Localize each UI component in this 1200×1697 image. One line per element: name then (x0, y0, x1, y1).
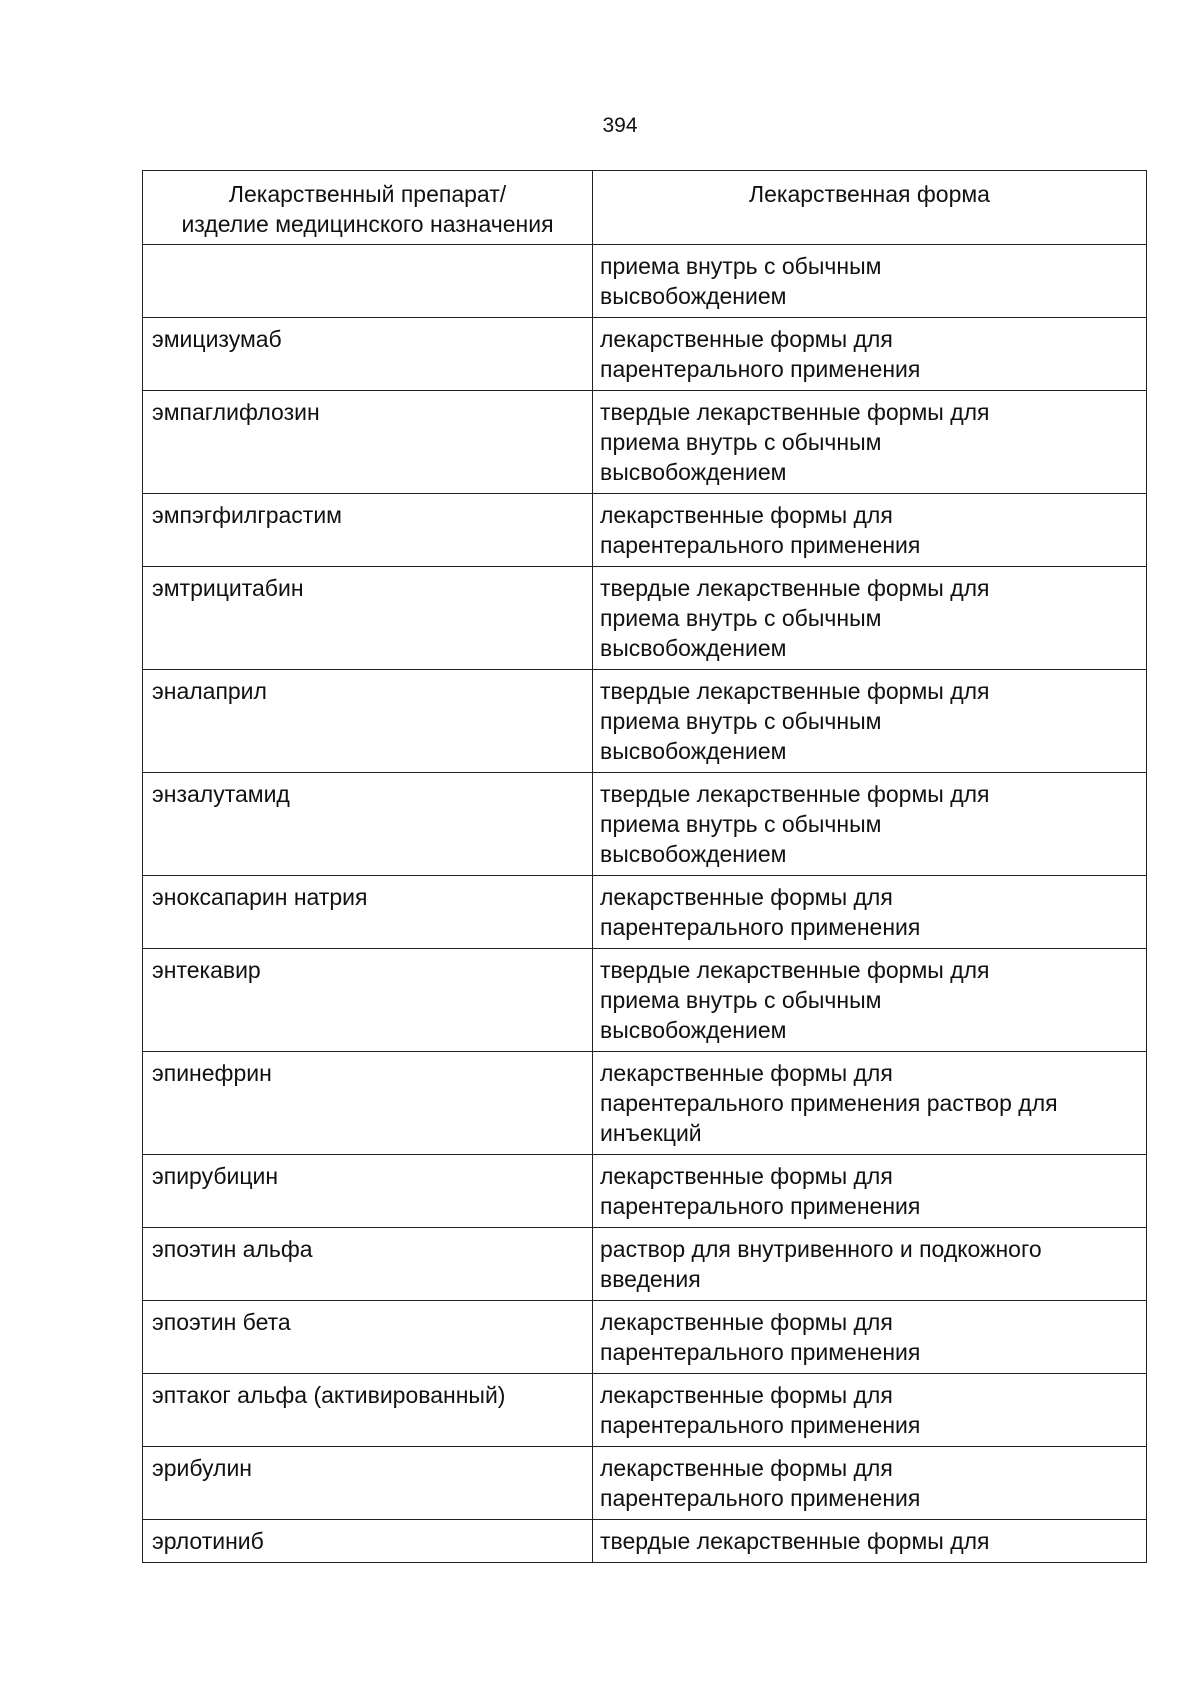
dosage-form-line: приема внутрь с обычным (600, 987, 882, 1013)
table-row (143, 773, 1147, 876)
dosage-form-line: высвобождением (600, 738, 787, 764)
table-row (143, 1520, 1147, 1563)
dosage-form-line: лекарственные формы для (600, 326, 893, 352)
table-row (143, 391, 1147, 494)
header-form-line: Лекарственная форма (749, 181, 990, 207)
table-body (143, 245, 1147, 1563)
dosage-form-line: приема внутрь с обычным (600, 253, 882, 279)
drug-name-cell: эмпаглифлозин (143, 391, 593, 494)
table-row (143, 245, 1147, 318)
dosage-form-line: парентерального применения (600, 914, 921, 940)
drug-name-cell: эптаког альфа (активированный) (143, 1374, 593, 1447)
drug-name-cell: эмтрицитабин (143, 567, 593, 670)
dosage-form-cell (593, 1520, 1147, 1563)
dosage-form-line: раствор для внутривенного и подкожного (600, 1236, 1042, 1262)
dosage-form-cell (593, 1155, 1147, 1228)
dosage-form-line: высвобождением (600, 459, 787, 485)
dosage-form-line: лекарственные формы для (600, 1060, 893, 1086)
drug-name-cell: эрибулин (143, 1447, 593, 1520)
table-header-row (143, 171, 1147, 245)
dosage-form-cell (593, 245, 1147, 318)
dosage-form-cell (593, 318, 1147, 391)
dosage-form-line: высвобождением (600, 841, 787, 867)
header-drug-line: изделие медицинского назначения (181, 211, 554, 237)
dosage-form-line: парентерального применения (600, 532, 921, 558)
drug-name-cell: эпинефрин (143, 1052, 593, 1155)
dosage-form-cell (593, 670, 1147, 773)
dosage-form-line: парентерального применения (600, 356, 921, 382)
table-row (143, 1447, 1147, 1520)
table-row (143, 567, 1147, 670)
dosage-form-line: лекарственные формы для (600, 884, 893, 910)
dosage-form-line: лекарственные формы для (600, 1455, 893, 1481)
dosage-form-line: приема внутрь с обычным (600, 708, 882, 734)
dosage-form-line: высвобождением (600, 1017, 787, 1043)
dosage-form-line: высвобождением (600, 635, 787, 661)
dosage-form-line: твердые лекарственные формы для (600, 781, 990, 807)
dosage-form-cell (593, 391, 1147, 494)
drug-name-cell: энтекавир (143, 949, 593, 1052)
header-drug (143, 171, 593, 245)
dosage-form-line: твердые лекарственные формы для (600, 399, 990, 425)
drug-name-cell: эрлотиниб (143, 1520, 593, 1563)
dosage-form-line: парентерального применения (600, 1485, 921, 1511)
dosage-form-line: парентерального применения раствор для (600, 1090, 1058, 1116)
dosage-form-line: твердые лекарственные формы для (600, 957, 990, 983)
table-row (143, 318, 1147, 391)
dosage-form-cell (593, 1301, 1147, 1374)
dosage-form-cell (593, 773, 1147, 876)
header-dosage-form (593, 171, 1147, 245)
dosage-form-line: приема внутрь с обычным (600, 811, 882, 837)
drug-name-cell: эналаприл (143, 670, 593, 773)
table-row (143, 670, 1147, 773)
dosage-form-line: твердые лекарственные формы для (600, 1528, 990, 1554)
dosage-form-line: приема внутрь с обычным (600, 429, 882, 455)
dosage-form-cell (593, 567, 1147, 670)
dosage-form-line: лекарственные формы для (600, 1163, 893, 1189)
drug-name-cell: энзалутамид (143, 773, 593, 876)
table-row (143, 1155, 1147, 1228)
drug-table (142, 170, 1147, 1563)
drug-name-cell (143, 245, 593, 318)
table-row (143, 876, 1147, 949)
dosage-form-line: лекарственные формы для (600, 502, 893, 528)
drug-name-cell: эпирубицин (143, 1155, 593, 1228)
dosage-form-line: твердые лекарственные формы для (600, 575, 990, 601)
table-row (143, 494, 1147, 567)
dosage-form-line: твердые лекарственные формы для (600, 678, 990, 704)
table-row (143, 1301, 1147, 1374)
drug-name-cell: эмицизумаб (143, 318, 593, 391)
dosage-form-line: высвобождением (600, 283, 787, 309)
dosage-form-cell (593, 876, 1147, 949)
drug-name-cell: эпоэтин бета (143, 1301, 593, 1374)
header-drug-line: Лекарственный препарат/ (228, 181, 507, 207)
dosage-form-cell (593, 1228, 1147, 1301)
dosage-form-line: парентерального применения (600, 1412, 921, 1438)
table-row (143, 949, 1147, 1052)
dosage-form-line: лекарственные формы для (600, 1382, 893, 1408)
dosage-form-cell (593, 1052, 1147, 1155)
dosage-form-line: парентерального применения (600, 1193, 921, 1219)
dosage-form-line: введения (600, 1266, 701, 1292)
drug-name-cell: эмпэгфилграстим (143, 494, 593, 567)
dosage-form-cell (593, 494, 1147, 567)
table-row (143, 1228, 1147, 1301)
dosage-form-cell (593, 949, 1147, 1052)
dosage-form-line: инъекций (600, 1120, 702, 1146)
dosage-form-cell (593, 1374, 1147, 1447)
drug-name-cell: эпоэтин альфа (143, 1228, 593, 1301)
dosage-form-cell (593, 1447, 1147, 1520)
drug-name-cell: эноксапарин натрия (143, 876, 593, 949)
dosage-form-line: приема внутрь с обычным (600, 605, 882, 631)
dosage-form-line: лекарственные формы для (600, 1309, 893, 1335)
dosage-form-line: парентерального применения (600, 1339, 921, 1365)
table-row (143, 1374, 1147, 1447)
page-number: 394 (602, 114, 638, 137)
table-row (143, 1052, 1147, 1155)
